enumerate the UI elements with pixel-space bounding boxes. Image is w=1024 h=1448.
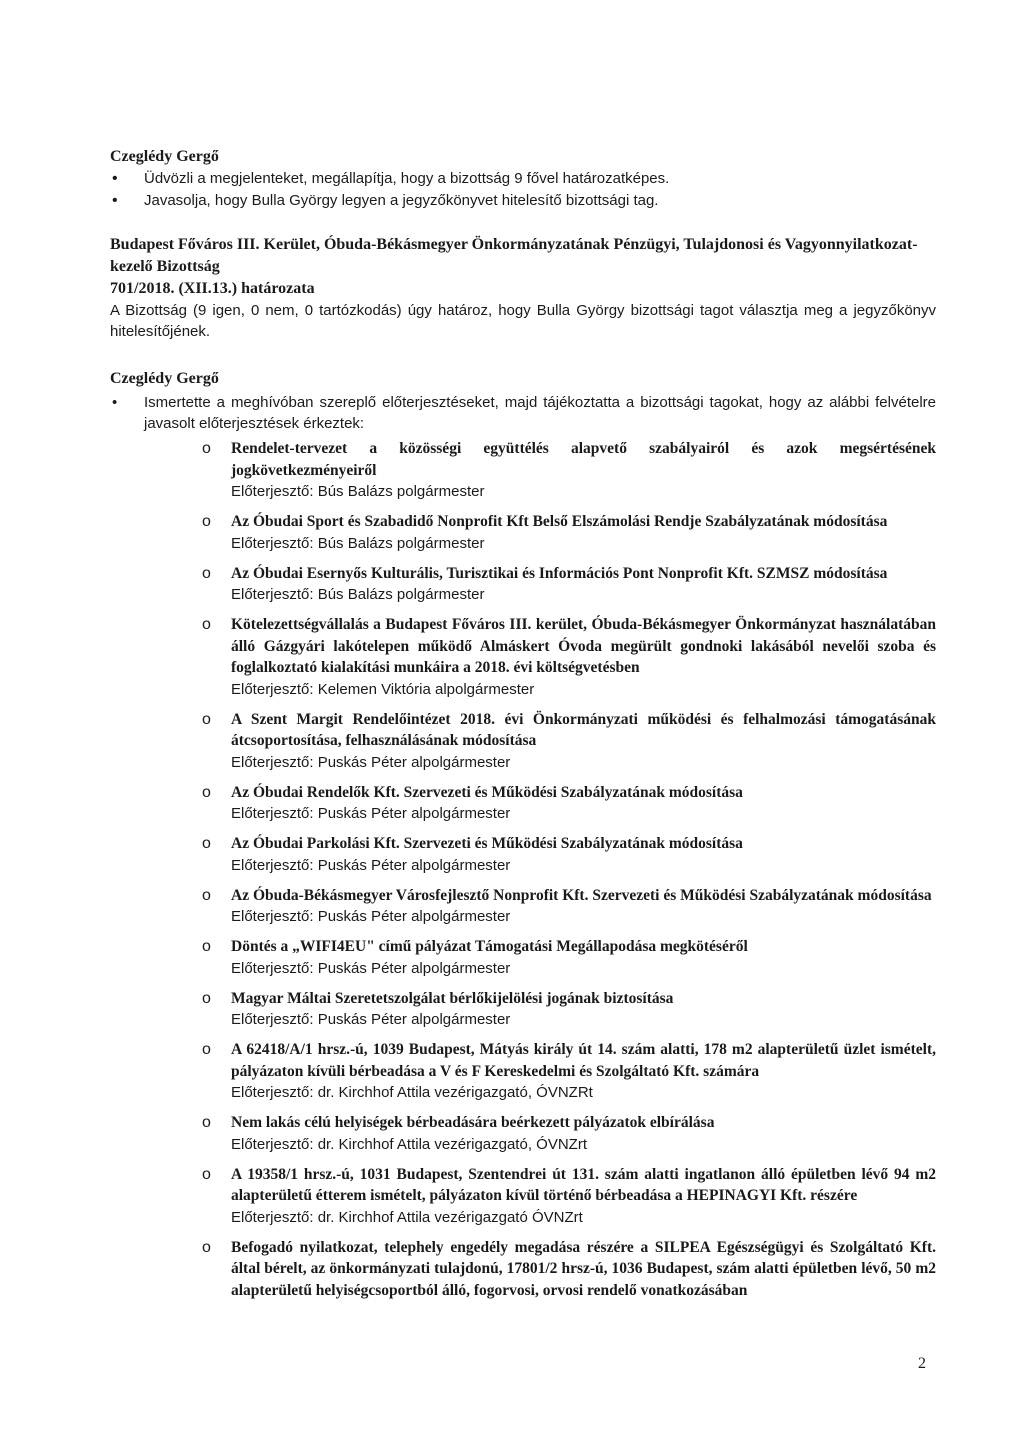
agenda-item-title: Az Óbuda-Békásmegyer Városfejlesztő Nonprofit Kft. Szervezeti és Működési Szabályzatának módosítása	[231, 886, 932, 904]
agenda-item	[110, 511, 936, 554]
agenda-item-title: A Szent Margit Rendelőintézet 2018. évi Önkormányzati működési és felhalmozási támogatásának átcsoportosítása, felhasználásának módosítása	[231, 710, 936, 749]
resolution-text: A Bizottság (9 igen, 0 nem, 0 tartózkodás) úgy határoz, hogy Bulla György bizottsági tagot választja meg a jegyzőkönyv hitelesítőjének.	[110, 302, 936, 340]
agenda-item	[110, 563, 936, 606]
committee-name: Budapest Főváros III. Kerület, Óbuda-Békásmegyer Önkormányzatának Pénzügyi, Tulajdonosi és Vagyonnyilatkozat-kezelő Bizottság	[110, 236, 918, 275]
agenda-item-title: Az Óbudai Sport és Szabadidő Nonprofit Kft Belső Elszámolási Rendje Szabályzatának módosítása	[231, 513, 888, 530]
list-marker: o	[202, 440, 211, 457]
list-marker: o	[202, 1041, 211, 1058]
agenda-intro: • Ismertette a meghívóban szereplő előterjesztéseket, majd tájékoztatta a bizottsági tagokat, hogy az alábbi felvételre javasolt előterjesztések érkeztek:	[110, 392, 936, 434]
agenda-item-presenter: Előterjesztő: Puskás Péter alpolgármester	[231, 856, 511, 874]
agenda-item-presenter: Előterjesztő: Puskás Péter alpolgármester	[231, 753, 511, 771]
agenda-item-presenter: Előterjesztő: Puskás Péter alpolgármester	[231, 908, 511, 925]
agenda-item	[110, 988, 936, 1031]
list-marker: o	[202, 783, 211, 801]
agenda-item-presenter: Előterjesztő: Bús Balázs polgármester	[231, 483, 485, 500]
speaker-name: Czeglédy Gergő	[110, 148, 219, 165]
agenda-item-title: Az Óbudai Rendelők Kft. Szervezeti és Működési Szabályzatának módosítása	[231, 783, 743, 801]
agenda-item-title: A 62418/A/1 hrsz.-ú, 1039 Budapest, Mátyás király út 14. szám alatti, 178 m2 alapterületű üzlet ismételt, pályázaton kívüli bérbeadása a V és F Kereskedelmi és Szolgáltató Kft. számára	[231, 1041, 936, 1080]
speaker-name: Czeglédy Gergő	[110, 370, 219, 387]
resolution-block	[110, 234, 936, 342]
bullet-item: • Javasolja, hogy Bulla György legyen a jegyzőkönyvet hitelesítő bizottsági tag.	[110, 190, 936, 212]
agenda-item	[110, 1164, 936, 1228]
agenda-item-presenter: Előterjesztő: Bús Balázs polgármester	[231, 586, 485, 603]
agenda-item	[110, 1039, 936, 1103]
page-number: 2	[918, 1355, 926, 1372]
agenda-item-title: Az Óbudai Parkolási Kft. Szervezeti és Működési Szabályzatának módosítása	[231, 835, 743, 852]
list-marker: o	[202, 1114, 211, 1131]
agenda-item-title: Kötelezettségvállalás a Budapest Főváros III. kerület, Óbuda-Békásmegyer Önkormányzat használatában álló Gázgyári lakótelepen működő Almáskert Óvoda megürült gondnoki lakásából nevelői szoba és foglalkoztató kialakítási munkáira a 2018. évi költségvetésben	[231, 616, 936, 676]
agenda-item-title: Döntés a „WIFI4EU" című pályázat Támogatási Megállapodása megkötéséről	[231, 938, 748, 955]
agenda-item-presenter: Előterjesztő: Bús Balázs polgármester	[231, 534, 485, 552]
agenda-item-title: Rendelet-tervezet a közösségi együttélés alapvető szabályairól és azok megsértésének jogkövetkezményeiről	[231, 440, 936, 479]
agenda-item	[110, 438, 936, 502]
list-marker: o	[202, 886, 211, 904]
resolution-number: 701/2018. (XII.13.) határozata	[110, 280, 315, 297]
agenda-item-presenter: Előterjesztő: Kelemen Viktória alpolgármester	[231, 680, 535, 698]
agenda-item	[110, 782, 936, 825]
list-marker: o	[202, 989, 211, 1007]
agenda-item-presenter: Előterjesztő: Puskás Péter alpolgármester	[231, 959, 511, 977]
agenda-item	[110, 885, 936, 928]
list-marker: o	[202, 710, 211, 728]
bullet-item: • Üdvözli a megjelenteket, megállapítja, hogy a bizottság 9 fővel határozatképes.	[110, 168, 936, 190]
agenda-item-title: Befogadó nyilatkozat, telephely engedély megadása részére a SILPEA Egészségügyi és Szolgáltató Kft. által bérelt, az önkormányzati tulajdonú, 17801/2 hrsz-ú, 1036 Budapest, szám alatti épületben lévő, 50 m2 alapterületű helyiségcsoportból álló, fogorvosi, orvosi rendelő vonatkozásában	[231, 1238, 936, 1299]
agenda-item-title: Magyar Máltai Szeretetszolgálat bérlőkijelölési jogának biztosítása	[231, 989, 674, 1007]
agenda-item	[110, 1112, 936, 1155]
agenda-section	[110, 368, 936, 1310]
opening-section	[110, 146, 936, 212]
agenda-item-title: Az Óbudai Esernyős Kulturális, Turisztikai és Információs Pont Nonprofit Kft. SZMSZ módosítása	[231, 564, 888, 582]
list-marker: o	[202, 513, 211, 530]
list-marker: o	[202, 835, 211, 852]
agenda-item-presenter: Előterjesztő: Puskás Péter alpolgármester	[231, 1011, 511, 1028]
agenda-item	[110, 833, 936, 876]
agenda-item	[110, 936, 936, 979]
agenda-item-presenter: Előterjesztő: dr. Kirchhof Attila vezérigazgató, ÓVNZRt	[231, 1084, 593, 1101]
agenda-list	[110, 438, 936, 1301]
list-marker: o	[202, 1238, 211, 1256]
agenda-item	[110, 1237, 936, 1302]
list-marker: o	[202, 564, 211, 582]
agenda-item-presenter: Előterjesztő: dr. Kirchhof Attila vezérigazgató ÓVNZrt	[231, 1208, 583, 1226]
agenda-item	[110, 614, 936, 700]
list-marker: o	[202, 1165, 211, 1183]
agenda-item-title: A 19358/1 hrsz.-ú, 1031 Budapest, Szentendrei út 131. szám alatti ingatlanon álló épületben lévő 94 m2 alapterületű étterem ismételt, pályázaton kívül történő bérbeadása a HEPINAGYI Kft. részére	[231, 1165, 936, 1204]
agenda-item-presenter: Előterjesztő: Puskás Péter alpolgármester	[231, 805, 511, 822]
agenda-item-presenter: Előterjesztő: dr. Kirchhof Attila vezérigazgató, ÓVNZrt	[231, 1135, 587, 1153]
list-marker: o	[202, 938, 211, 955]
opening-bullets	[110, 168, 936, 212]
list-marker: o	[202, 616, 211, 633]
agenda-item-title: Nem lakás célú helyiségek bérbeadására beérkezett pályázatok elbírálása	[231, 1114, 715, 1131]
agenda-item	[110, 709, 936, 773]
